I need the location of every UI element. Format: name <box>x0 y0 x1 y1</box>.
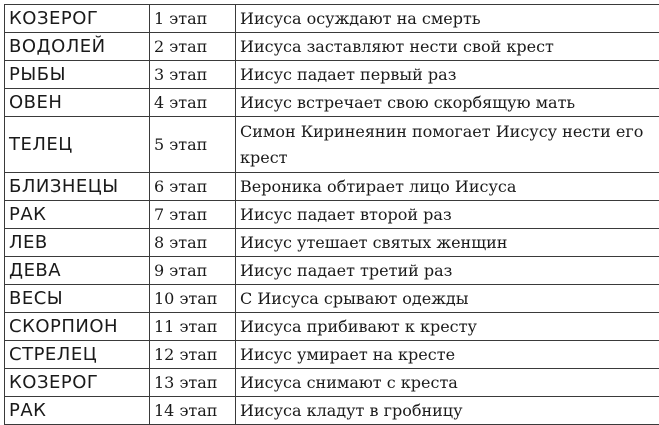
table-row <box>5 5 659 33</box>
stage-number-cell: 1 этап <box>150 5 236 33</box>
zodiac-sign-cell: КОЗЕРОГ <box>5 369 150 397</box>
stage-description-cell: Вероника обтирает лицо Иисуса <box>236 173 659 201</box>
zodiac-sign-cell: СКОРПИОН <box>5 313 150 341</box>
stage-description-cell: Иисуса кладут в гробницу <box>236 397 659 425</box>
stage-number-cell: 2 этап <box>150 33 236 61</box>
zodiac-sign-cell: РЫБЫ <box>5 61 150 89</box>
zodiac-sign-cell: РАК <box>5 201 150 229</box>
stations-table-body <box>5 5 659 425</box>
zodiac-sign-cell: ВОДОЛЕЙ <box>5 33 150 61</box>
table-row <box>5 229 659 257</box>
table-row <box>5 369 659 397</box>
table-row <box>5 173 659 201</box>
zodiac-sign-cell: ТЕЛЕЦ <box>5 117 150 173</box>
table-row <box>5 313 659 341</box>
stage-number-cell: 3 этап <box>150 61 236 89</box>
stage-description-cell: Иисуса заставляют нести свой крест <box>236 33 659 61</box>
stage-number-cell: 9 этап <box>150 257 236 285</box>
stage-description-cell: Иисуса снимают с креста <box>236 369 659 397</box>
stage-description-cell: Иисус встречает свою скорбящую мать <box>236 89 659 117</box>
stage-number-cell: 4 этап <box>150 89 236 117</box>
stage-description-cell: Иисус умирает на кресте <box>236 341 659 369</box>
table-row <box>5 61 659 89</box>
stage-number-cell: 5 этап <box>150 117 236 173</box>
stage-number-cell: 8 этап <box>150 229 236 257</box>
zodiac-sign-cell: ДЕВА <box>5 257 150 285</box>
stage-number-cell: 7 этап <box>150 201 236 229</box>
table-row <box>5 33 659 61</box>
stations-table <box>4 4 659 425</box>
table-row <box>5 117 659 173</box>
zodiac-sign-cell: СТРЕЛЕЦ <box>5 341 150 369</box>
zodiac-sign-cell: КОЗЕРОГ <box>5 5 150 33</box>
stage-number-cell: 14 этап <box>150 397 236 425</box>
stage-number-cell: 12 этап <box>150 341 236 369</box>
zodiac-sign-cell: ОВЕН <box>5 89 150 117</box>
stage-description-cell: Иисуса прибивают к кресту <box>236 313 659 341</box>
stage-description-cell: Иисус утешает святых женщин <box>236 229 659 257</box>
table-row <box>5 397 659 425</box>
table-row <box>5 201 659 229</box>
table-row <box>5 257 659 285</box>
stage-description-cell: Симон Киринеянин помогает Иисусу нести его крест <box>236 117 659 173</box>
table-row <box>5 341 659 369</box>
table-row <box>5 285 659 313</box>
stage-description-cell: Иисуса осуждают на смерть <box>236 5 659 33</box>
zodiac-sign-cell: БЛИЗНЕЦЫ <box>5 173 150 201</box>
stage-description-cell: Иисус падает второй раз <box>236 201 659 229</box>
zodiac-sign-cell: ВЕСЫ <box>5 285 150 313</box>
stage-number-cell: 13 этап <box>150 369 236 397</box>
zodiac-sign-cell: РАК <box>5 397 150 425</box>
stage-description-cell: С Иисуса срывают одежды <box>236 285 659 313</box>
stage-description-cell: Иисус падает первый раз <box>236 61 659 89</box>
stage-number-cell: 6 этап <box>150 173 236 201</box>
stage-number-cell: 10 этап <box>150 285 236 313</box>
stage-description-cell: Иисус падает третий раз <box>236 257 659 285</box>
stage-number-cell: 11 этап <box>150 313 236 341</box>
zodiac-sign-cell: ЛЕВ <box>5 229 150 257</box>
table-row <box>5 89 659 117</box>
